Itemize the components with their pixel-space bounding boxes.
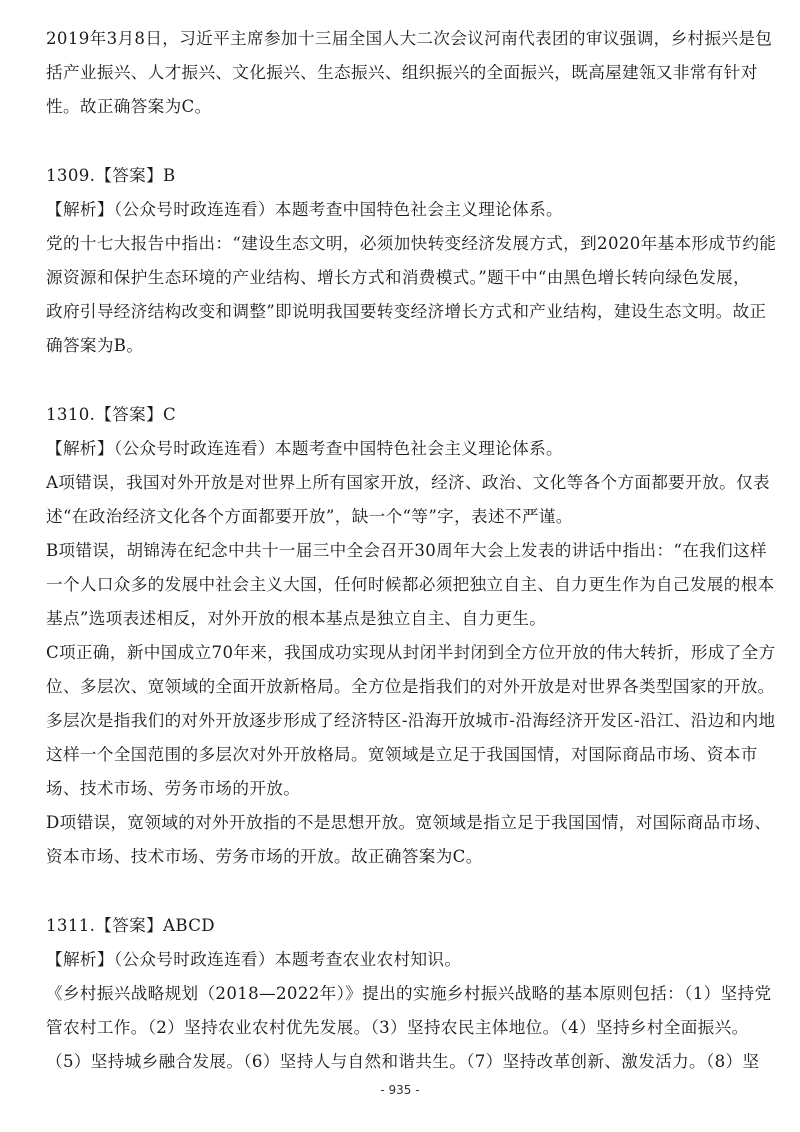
text-line: 《乡村振兴战略规划（2018—2022年）》提出的实施乡村振兴战略的基本原则包括：（1）坚持党 [46,984,772,1003]
answer-block-1311 [46,909,772,1079]
answer-heading: 1309.【答案】B [46,166,176,185]
answer-block-1309 [46,159,777,363]
analysis-heading: 【解析】（公众号时政连连看）本题考查中国特色社会主义理论体系。 [46,200,563,219]
answer-block-1310 [46,398,776,874]
text-line: 确答案为B。 [46,336,144,355]
text-line: 源资源和保护生态环境的产业结构、增长方式和消费模式。”题干中“由黑色增长转向绿色发展， [46,268,751,287]
text-line: D项错误，宽领域的对外开放指的不是思想开放。宽领域是指立足于我国国情，对国际商品市场、 [46,813,772,832]
text-line: 基点”选项表述相反，对外开放的根本基点是独立自主、自力更生。 [46,609,547,628]
analysis-heading: 【解析】（公众号时政连连看）本题考查中国特色社会主义理论体系。 [46,439,563,458]
text-line: C项正确，新中国成立70年来，我国成功实现从封闭半封闭到全方位开放的伟大转折，形成了全方 [46,643,776,662]
analysis-heading: 【解析】（公众号时政连连看）本题考查农业农村知识。 [46,950,462,969]
text-line: 多层次是指我们的对外开放逐步形成了经济特区-沿海开放城市-沿海经济开发区-沿江、沿边和内地 [46,711,776,730]
text-line: 场、技术市场、劳务市场的开放。 [46,779,301,798]
text-line: B项错误，胡锦涛在纪念中共十一届三中全会召开30周年大会上发表的讲话中指出：“在我们这样 [46,541,767,560]
text-line: 党的十七大报告中指出：“建设生态文明，必须加快转变经济发展方式，到2020年基本形成节约能 [46,234,777,253]
text-line: 性。故正确答案为C。 [46,97,212,116]
text-line: （5）坚持城乡融合发展。（6）坚持人与自然和谐共生。（7）坚持改革创新、激发活力。（8）坚 [46,1052,760,1071]
paragraph-intro [46,0,773,124]
text-line: 管农村工作。（2）坚持农业农村优先发展。（3）坚持农民主体地位。（4）坚持乡村全面振兴。 [46,1018,749,1037]
text-line: A项错误，我国对外开放是对世界上所有国家开放，经济、政治、文化等各个方面都要开放。仅表 [46,473,770,492]
text-line: 政府引导经济结构改变和调整”即说明我国要转变经济增长方式和产业结构，建设生态文明。故正 [46,302,767,321]
answer-heading: 1310.【答案】C [46,405,177,424]
text-line: 括产业振兴、人才振兴、文化振兴、生态振兴、组织振兴的全面振兴，既高屋建瓴又非常有针对 [46,63,758,82]
answer-heading: 1311.【答案】ABCD [46,916,215,935]
text-line: 一个人口众多的发展中社会主义大国，任何时候都必须把独立自主、自力更生作为自己发展的根本 [46,575,775,594]
document-page [46,0,777,1079]
page-number: - 935 - [380,1083,420,1097]
text-line: 资本市场、技术市场、劳务市场的开放。故正确答案为C。 [46,847,483,866]
text-line: 述“在政治经济文化各个方面都要开放”，缺一个“等”字，表述不严谨。 [46,507,573,526]
text-line: 这样一个全国范围的多层次对外开放格局。宽领域是立足于我国国情，对国际商品市场、资本市 [46,745,758,764]
text-line: 2019年3月8日，习近平主席参加十三届全国人大二次会议河南代表团的审议强调，乡村振兴是包 [46,29,773,48]
text-line: 位、多层次、宽领域的全面开放新格局。全方位是指我们的对外开放是对世界各类型国家的开放。 [46,677,775,696]
